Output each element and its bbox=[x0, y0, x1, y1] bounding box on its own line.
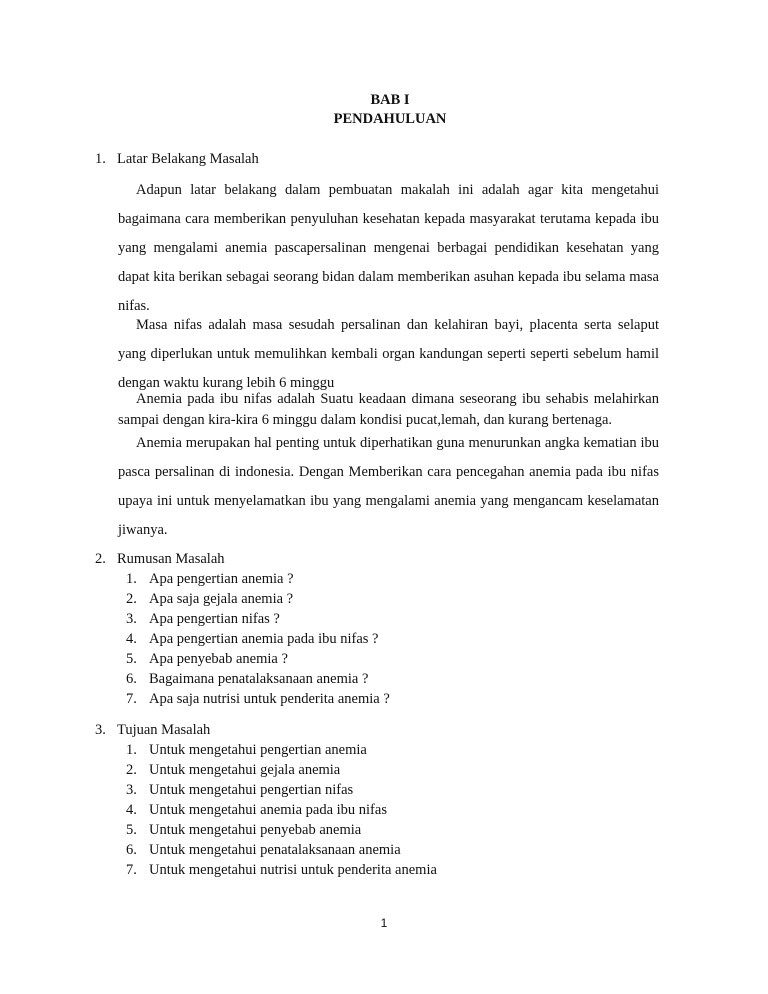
list-item-number: 1. bbox=[126, 571, 137, 587]
list-item-text: Apa pengertian nifas ? bbox=[149, 611, 280, 627]
list-item-number: 5. bbox=[126, 651, 137, 667]
section-1-paragraph-4: Anemia merupakan hal penting untuk diperhatikan guna menurunkan angka kematian ibu pasca persalinan di indonesia. Dengan Memberikan cara pencegahan anemia pada ibu nifas upaya ini untuk menyelamatkan ibu yang mengalami anemia yang mengancam keselamatan jiwanya. bbox=[118, 435, 659, 538]
list-item bbox=[126, 740, 437, 760]
section-2-list bbox=[126, 569, 390, 709]
list-item bbox=[126, 629, 390, 649]
list-item bbox=[126, 589, 390, 609]
section-3-title: Tujuan Masalah bbox=[117, 722, 211, 738]
list-item-text: Apa saja nutrisi untuk penderita anemia ? bbox=[149, 691, 390, 707]
section-1-paragraph-1: Adapun latar belakang dalam pembuatan makalah ini adalah agar kita mengetahui bagaimana cara memberikan penyuluhan kesehatan kepada masyarakat terutama kepada ibu yang mengalami anemia pascapersalinan mengenai berbagai pendidikan kesehatan yang dapat kita berikan sebagai seorang bidan dalam memberikan asuhan kepada ibu selama masa nifas. bbox=[118, 182, 659, 314]
list-item-number: 7. bbox=[126, 691, 137, 707]
list-item-number: 1. bbox=[126, 742, 137, 758]
list-item bbox=[126, 840, 437, 860]
list-item-number: 2. bbox=[126, 762, 137, 778]
section-1-paragraph-2: Masa nifas adalah masa sesudah persalinan dan kelahiran bayi, placenta serta selaput yang diperlukan untuk memulihkan kembali organ kandungan seperti seperti sebelum hamil dengan waktu kurang lebih 6 minggu bbox=[118, 317, 659, 391]
section-3-heading bbox=[95, 721, 210, 739]
list-item bbox=[126, 569, 390, 589]
chapter-title: PENDAHULUAN bbox=[333, 111, 447, 127]
list-item-number: 7. bbox=[126, 862, 137, 878]
list-item bbox=[126, 649, 390, 669]
list-item bbox=[126, 689, 390, 709]
section-1-title: Latar Belakang Masalah bbox=[117, 151, 259, 167]
section-3-list bbox=[126, 740, 437, 880]
chapter-label: BAB I bbox=[370, 92, 410, 108]
section-1-number: 1. bbox=[95, 151, 106, 167]
section-3-number: 3. bbox=[95, 722, 106, 738]
list-item-text: Untuk mengetahui penyebab anemia bbox=[149, 822, 362, 838]
list-item-text: Untuk mengetahui nutrisi untuk penderita anemia bbox=[149, 862, 437, 878]
list-item-text: Apa pengertian anemia pada ibu nifas ? bbox=[149, 631, 379, 647]
list-item bbox=[126, 860, 437, 880]
list-item-text: Untuk mengetahui anemia pada ibu nifas bbox=[149, 802, 387, 818]
list-item-text: Apa saja gejala anemia ? bbox=[149, 591, 294, 607]
list-item-number: 2. bbox=[126, 591, 137, 607]
section-1-paragraph-3: Anemia pada ibu nifas adalah Suatu keadaan dimana seseorang ibu sehabis melahirkan sampai dengan kira-kira 6 minggu dalam kondisi pucat,lemah, dan kurang bertenaga. bbox=[118, 391, 659, 428]
list-item-text: Bagaimana penatalaksanaan anemia ? bbox=[149, 671, 369, 687]
section-2-heading bbox=[95, 550, 225, 568]
page-number: 1 bbox=[380, 916, 388, 930]
list-item-number: 3. bbox=[126, 611, 137, 627]
list-item-text: Untuk mengetahui pengertian anemia bbox=[149, 742, 367, 758]
list-item bbox=[126, 780, 437, 800]
list-item-text: Apa penyebab anemia ? bbox=[149, 651, 288, 667]
section-1-heading bbox=[95, 150, 259, 168]
list-item bbox=[126, 669, 390, 689]
list-item-text: Untuk mengetahui gejala anemia bbox=[149, 762, 341, 778]
list-item-number: 6. bbox=[126, 671, 137, 687]
list-item bbox=[126, 820, 437, 840]
list-item-number: 4. bbox=[126, 631, 137, 647]
list-item-number: 3. bbox=[126, 782, 137, 798]
list-item bbox=[126, 760, 437, 780]
list-item-number: 5. bbox=[126, 822, 137, 838]
list-item-text: Apa pengertian anemia ? bbox=[149, 571, 294, 587]
section-2-title: Rumusan Masalah bbox=[117, 551, 225, 567]
list-item bbox=[126, 800, 437, 820]
list-item bbox=[126, 609, 390, 629]
list-item-number: 4. bbox=[126, 802, 137, 818]
list-item-text: Untuk mengetahui penatalaksanaan anemia bbox=[149, 842, 401, 858]
list-item-text: Untuk mengetahui pengertian nifas bbox=[149, 782, 354, 798]
section-2-number: 2. bbox=[95, 551, 106, 567]
list-item-number: 6. bbox=[126, 842, 137, 858]
